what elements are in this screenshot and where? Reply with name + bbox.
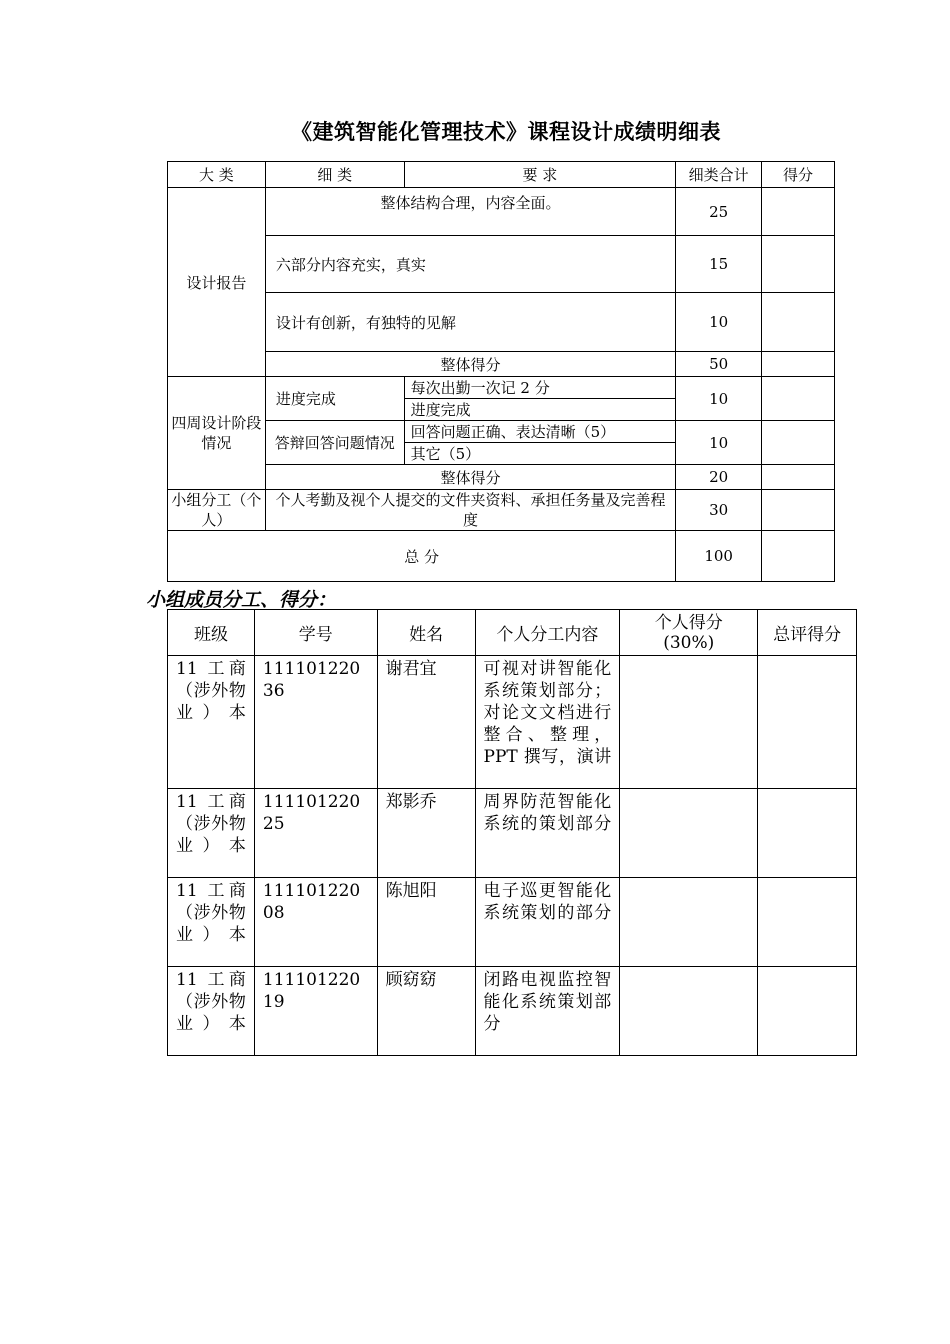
- score-cell[interactable]: [762, 293, 835, 352]
- section-heading: 小组成员分工、得分：: [146, 589, 337, 611]
- class-cell: 11 工商（涉外物业）本: [168, 656, 255, 789]
- task-cell: 可视对讲智能化系统策划部分；对论文文档进行整合、整理，PPT 撰写，演讲: [475, 656, 620, 789]
- name-cell: 谢君宜: [377, 656, 475, 789]
- table-row: [168, 236, 835, 293]
- table-header-row: [168, 162, 835, 188]
- personal-score-cell[interactable]: [620, 967, 758, 1056]
- header-overall-score: 总评得分: [758, 610, 857, 656]
- subtotal-label: 整体得分: [265, 352, 675, 377]
- header-subcategory: 细 类: [265, 162, 404, 188]
- student-id-cell: 11110122036: [254, 656, 377, 789]
- grade-detail-table: [167, 161, 835, 582]
- table-row: [168, 789, 857, 878]
- class-cell: 11 工商（涉外物业）本: [168, 789, 255, 878]
- subtotal-label: 整体得分: [265, 465, 675, 490]
- requirement-cell: 进度完成: [404, 399, 676, 421]
- requirement-cell: 个人考勤及视个人提交的文件夹资料、承担任务量及完善程度: [265, 490, 675, 531]
- task-cell: 闭路电视监控智能化系统策划部分: [475, 967, 620, 1056]
- name-cell: 陈旭阳: [377, 878, 475, 967]
- score-cell[interactable]: [762, 531, 835, 582]
- score-cell[interactable]: [762, 377, 835, 421]
- subtotal-row: [168, 352, 835, 377]
- table-row: [168, 878, 857, 967]
- header-task: 个人分工内容: [475, 610, 620, 656]
- table-row: [168, 293, 835, 352]
- student-id-cell: 11110122019: [254, 967, 377, 1056]
- personal-score-cell[interactable]: [620, 878, 758, 967]
- table-row: [168, 421, 835, 443]
- task-cell: 电子巡更智能化系统策划的部分: [475, 878, 620, 967]
- subcategory-progress: 进度完成: [265, 377, 404, 421]
- requirement-cell: 六部分内容充实，真实: [265, 236, 675, 293]
- requirement-cell: 每次出勤一次记 2 分: [404, 377, 676, 399]
- header-name: 姓名: [377, 610, 475, 656]
- score-cell[interactable]: [762, 465, 835, 490]
- overall-score-cell[interactable]: [758, 878, 857, 967]
- total-row: [168, 531, 835, 582]
- name-cell: 郑影乔: [377, 789, 475, 878]
- points-cell: 30: [676, 490, 762, 531]
- student-id-cell: 11110122025: [254, 789, 377, 878]
- subcategory-defense: 答辩回答问题情况: [265, 421, 404, 465]
- subtotal-row: [168, 465, 835, 490]
- score-cell[interactable]: [762, 421, 835, 465]
- personal-score-cell[interactable]: [620, 789, 758, 878]
- header-personal-score: 个人得分 (30%): [620, 610, 758, 656]
- student-id-cell: 11110122008: [254, 878, 377, 967]
- table-header-row: [168, 610, 857, 656]
- member-score-table: [167, 609, 857, 1056]
- table-row: [168, 188, 835, 236]
- points-cell: 25: [676, 188, 762, 236]
- task-cell: 周界防范智能化系统的策划部分: [475, 789, 620, 878]
- overall-score-cell[interactable]: [758, 967, 857, 1056]
- total-label: 总 分: [168, 531, 676, 582]
- score-cell[interactable]: [762, 188, 835, 236]
- score-cell[interactable]: [762, 236, 835, 293]
- score-cell[interactable]: [762, 352, 835, 377]
- overall-score-cell[interactable]: [758, 656, 857, 789]
- name-cell: 顾窈窈: [377, 967, 475, 1056]
- class-cell: 11 工商（涉外物业）本: [168, 878, 255, 967]
- category-four-week: 四周设计阶段情况: [168, 377, 266, 490]
- points-cell: 10: [676, 377, 762, 421]
- subtotal-points: 50: [676, 352, 762, 377]
- points-cell: 10: [676, 421, 762, 465]
- header-subtotal: 细类合计: [676, 162, 762, 188]
- total-points: 100: [676, 531, 762, 582]
- table-row: [168, 656, 857, 789]
- requirement-cell: 回答问题正确、表达清晰（5）: [404, 421, 676, 443]
- page-title: 《建筑智能化管理技术》课程设计成绩明细表: [291, 120, 721, 144]
- subtotal-points: 20: [676, 465, 762, 490]
- table-row: [168, 377, 835, 399]
- category-group-work: 小组分工（个人）: [168, 490, 266, 531]
- score-cell[interactable]: [762, 490, 835, 531]
- category-design-report: 设计报告: [168, 188, 266, 377]
- header-score: 得分: [762, 162, 835, 188]
- header-class: 班级: [168, 610, 255, 656]
- points-cell: 15: [676, 236, 762, 293]
- header-requirement: 要 求: [404, 162, 676, 188]
- table-row: [168, 967, 857, 1056]
- header-category: 大 类: [168, 162, 266, 188]
- personal-score-cell[interactable]: [620, 656, 758, 789]
- requirement-cell: 整体结构合理，内容全面。: [265, 188, 675, 236]
- points-cell: 10: [676, 293, 762, 352]
- requirement-cell: 其它（5）: [404, 443, 676, 465]
- class-cell: 11 工商（涉外物业）本: [168, 967, 255, 1056]
- table-row: [168, 490, 835, 531]
- overall-score-cell[interactable]: [758, 789, 857, 878]
- requirement-cell: 设计有创新，有独特的见解: [265, 293, 675, 352]
- header-student-id: 学号: [254, 610, 377, 656]
